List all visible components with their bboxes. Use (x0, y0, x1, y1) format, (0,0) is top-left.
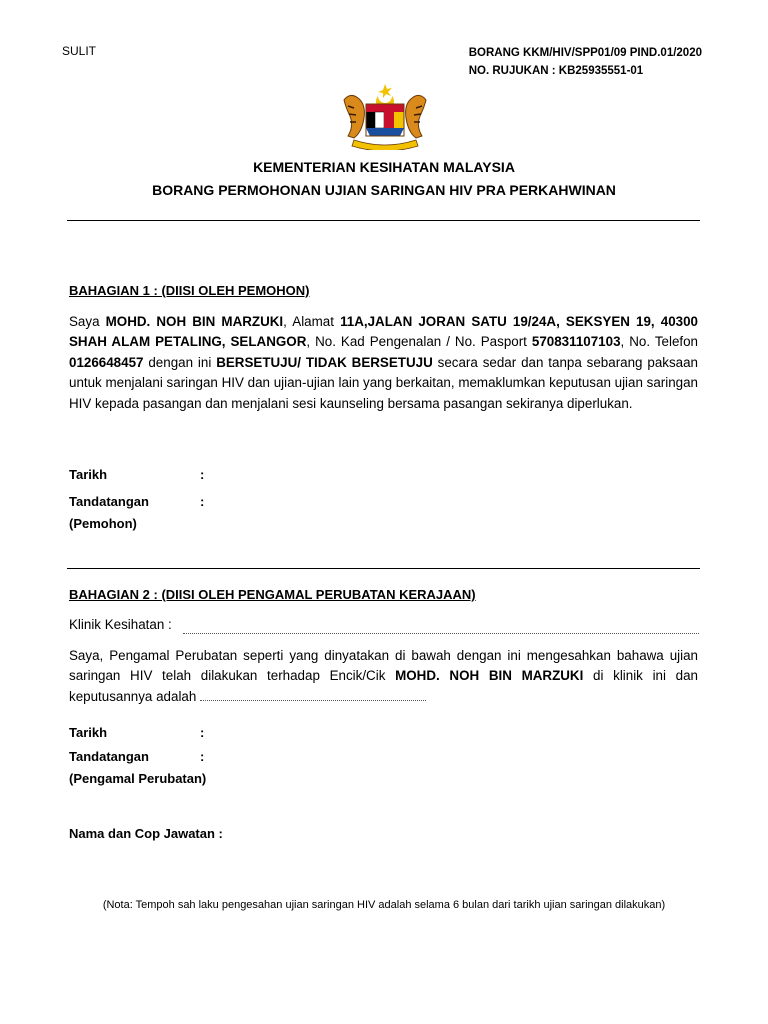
text: Saya, Pengamal Perubatan seperti yang dinyatakan di bawah dengan ini mengesahkan bahawa ujian saringan HIV telah dilakukan terhadap Encik/Cik (69, 648, 698, 684)
patient-name: MOHD. NOH BIN MARZUKI (395, 668, 584, 684)
clinic-field[interactable] (183, 621, 699, 634)
result-field[interactable] (200, 690, 426, 701)
signatory-practitioner: (Pengamal Perubatan) (69, 771, 207, 786)
divider (67, 568, 700, 569)
name-stamp-label: Nama dan Cop Jawatan : (69, 826, 223, 841)
applicant-name: MOHD. NOH BIN MARZUKI (105, 314, 284, 329)
applicant-address: 11A,JALAN JORAN SATU 19/24A, SEKSYEN 19, 40300 SHAH ALAM PETALING, SELANGOR (69, 314, 698, 350)
text: , No. Telefon (620, 334, 699, 350)
text: , Alamat (283, 314, 341, 329)
ic-number: 570831107103 (531, 334, 621, 350)
consent-option: BERSETUJU/ TIDAK BERSETUJU (216, 354, 433, 370)
text: dengan ini (143, 354, 217, 370)
text: Saya (69, 314, 106, 329)
form-code: BORANG KKM/HIV/SPP01/09 PIND.01/2020 (468, 47, 702, 59)
signatory-applicant: (Pemohon) (69, 516, 137, 531)
form-title: BORANG PERMOHONAN UJIAN SARINGAN HIV PRA PERKAHWINAN (152, 182, 616, 198)
divider (67, 220, 700, 221)
phone-number: 0126648457 (69, 354, 144, 370)
footer-note: (Nota: Tempoh sah laku pengesahan ujian saringan HIV adalah selama 6 bulan dari tarikh ujian saringan dilakukan) (102, 899, 666, 911)
date-label: Tarikh (69, 467, 108, 482)
section-1-declaration (69, 312, 698, 414)
colon: : (200, 467, 205, 482)
text: di klinik ini dan keputusannya adalah (69, 668, 698, 704)
date-label: Tarikh (69, 725, 108, 740)
section-2-heading: BAHAGIAN 2 : (DIISI OLEH PENGAMAL PERUBATAN KERAJAAN) (69, 587, 476, 602)
reference-number: NO. RUJUKAN : KB25935551-01 (468, 65, 644, 77)
section-2-declaration (69, 646, 698, 707)
colon: : (200, 749, 205, 764)
colon: : (200, 725, 205, 740)
section-1-heading: BAHAGIAN 1 : (DIISI OLEH PEMOHON) (69, 283, 310, 298)
classification-label: SULIT (62, 44, 97, 58)
text: , No. Kad Pengenalan / No. Pasport (306, 334, 532, 350)
colon: : (200, 494, 205, 509)
clinic-label: Klinik Kesihatan : (69, 617, 172, 632)
form-reference-block (469, 44, 702, 80)
text: secara sedar dan tanpa sebarang paksaan untuk menjalani saringan HIV dan ujian-ujian lain yang berkaitan, memaklumkan keputusan ujian saringan HIV kepada pasangan dan menjalani sesi kaunseling bersama pasangan sekiranya diperlukan. (69, 354, 698, 411)
ministry-title: KEMENTERIAN KESIHATAN MALAYSIA (253, 159, 515, 175)
coat-of-arms-icon (336, 82, 434, 150)
signature-label: Tandatangan (69, 749, 149, 764)
signature-label: Tandatangan (69, 494, 149, 509)
